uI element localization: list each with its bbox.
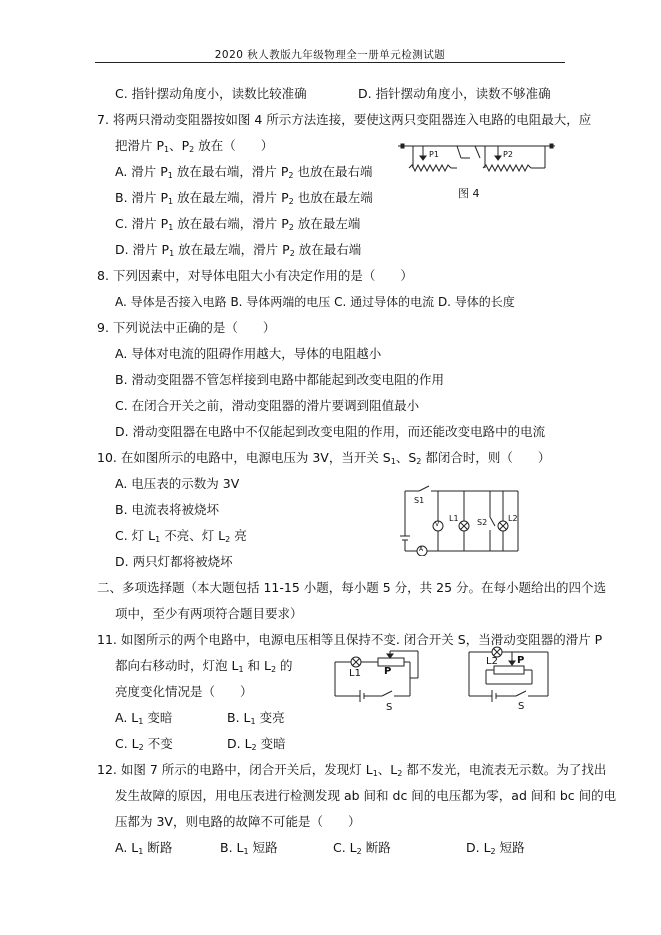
q10-label-v: V xyxy=(435,521,440,528)
q12-stem-line1: 12. 如图 7 所示的电路中，闭合开关后，发现灯 $L_1$、$L_2$ 都不发光，电流表无示数。为了找出 xyxy=(97,762,607,778)
q7-option-d: D. 滑片 $P_1$ 放在最左端，滑片 $P_2$ 放在最右端 xyxy=(115,242,362,258)
q10-option-a: A. 电压表的示数为 3V xyxy=(115,476,240,491)
q9-option-d: D. 滑动变阻器在电路中不仅能起到改变电阻的作用，而还能改变电路中的电流 xyxy=(115,424,546,439)
q6-option-c: C. 指针摆动角度小，读数比较准确 xyxy=(115,86,307,101)
q9-stem: 9. 下列说法中正确的是（ ） xyxy=(97,320,276,335)
q8-stem: 8. 下列因素中，对导体电阻大小有决定作用的是（ ） xyxy=(97,268,413,283)
q11-stem-line3: 亮度变化情况是（ ） xyxy=(115,684,253,699)
section-2-heading-cont: 项中，至少有两项符合题目要求） xyxy=(115,606,303,621)
q8-options: A. 导体是否接入电路 B. 导体两端的电压 C. 通过导体的电流 D. 导体的长度 xyxy=(115,295,515,309)
q10-label-l2: L2 xyxy=(508,514,518,523)
q9-option-c: C. 在闭合开关之前，滑动变阻器的滑片要调到阻值最小 xyxy=(115,398,420,413)
q10-circuit-figure xyxy=(393,484,523,556)
figure-4-label-p2: P2 xyxy=(503,150,513,159)
q12-stem-line2: 发生故障的原因，用电压表进行检测发现 ab 间和 dc 间的电压都为零，ad 间和 bc 间的电 xyxy=(115,788,617,803)
q11-c2-label-l2: L2 xyxy=(486,656,498,667)
q7-option-c: C. 滑片 $P_1$ 放在最右端，滑片 $P_2$ 放在最左端 xyxy=(115,216,361,232)
q7-stem-line2: 把滑片 $P_1$、$P_2$ 放在（ ） xyxy=(115,138,274,154)
q11-c2-label-p: P xyxy=(517,655,525,666)
q9-option-b: B. 滑动变阻器不管怎样接到电路中都能起到改变电阻的作用 xyxy=(115,372,445,387)
q11-c1-label-p: P xyxy=(384,666,392,677)
q7-option-a: A. 滑片 $P_1$ 放在最右端，滑片 $P_2$ 也放在最右端 xyxy=(115,164,373,180)
header-rule xyxy=(95,62,565,63)
q12-option-c: C. $L_2$ 断路 xyxy=(333,840,391,856)
page-header: 2020 秋人教版九年级物理全一册单元检测试题 xyxy=(214,49,446,61)
q11-c2-label-s: S xyxy=(518,701,525,712)
q11-stem-line1: 11. 如图所示的两个电路中，电源电压相等且保持不变. 闭合开关 S，当滑动变阻器的滑片 P xyxy=(97,632,603,647)
q11-circuit-1 xyxy=(330,648,420,713)
q11-c1-label-s: S xyxy=(386,702,393,713)
q10-label-l1: L1 xyxy=(449,514,459,523)
figure-4-label-p1: P1 xyxy=(429,150,439,159)
q10-option-d: D. 两只灯都将被烧坏 xyxy=(115,554,233,569)
q10-label-s2: S2 xyxy=(477,518,488,527)
q12-option-b: B. $L_1$ 短路 xyxy=(220,840,278,856)
q10-label-s1: S1 xyxy=(414,496,425,505)
q11-option-d: D. $L_2$ 变暗 xyxy=(227,736,286,752)
section-2-heading: 二、多项选择题（本大题包括 11-15 小题，每小题 5 分，共 25 分。在每小题给出的四个选 xyxy=(97,580,607,595)
q12-option-d: D. $L_2$ 短路 xyxy=(466,840,525,856)
q12-option-a: A. $L_1$ 断路 xyxy=(115,840,173,856)
q10-option-c: C. 灯 $L_1$ 不亮、灯 $L_2$ 亮 xyxy=(115,528,247,544)
q7-stem-line1: 7. 将两只滑动变阻器按如图 4 所示方法连接，要使这两只变阻器连入电路的电阻最大，应 xyxy=(97,112,592,127)
q11-circuit-2 xyxy=(464,644,554,710)
q7-option-b: B. 滑片 $P_1$ 放在最左端，滑片 $P_2$ 也放在最左端 xyxy=(115,190,373,206)
q9-option-a: A. 导体对电流的阻碍作用越大，导体的电阻越小 xyxy=(115,346,382,361)
q11-option-c: C. $L_2$ 不变 xyxy=(115,736,173,752)
q12-stem-line3: 压都为 3V，则电路的故障不可能是（ ） xyxy=(115,814,361,829)
q10-option-b: B. 电流表将被烧坏 xyxy=(115,502,220,517)
q11-option-b: B. $L_1$ 变亮 xyxy=(227,710,285,726)
q10-label-a: A xyxy=(419,546,424,553)
figure-4-rheostats xyxy=(395,138,560,200)
q11-c1-label-l1: L1 xyxy=(349,668,361,679)
q6-option-d: D. 指针摆动角度小，读数不够准确 xyxy=(358,86,551,101)
q11-option-a: A. $L_1$ 变暗 xyxy=(115,710,173,726)
q10-stem: 10. 在如图所示的电路中，电源电压为 3V，当开关 $S_1$、$S_2$ 都闭合时，则（ ） xyxy=(97,450,551,466)
q11-stem-line2: 都向右移动时，灯泡 $L_1$ 和 $L_2$ 的 xyxy=(115,658,293,674)
figure-4-caption: 图 4 xyxy=(458,187,480,200)
